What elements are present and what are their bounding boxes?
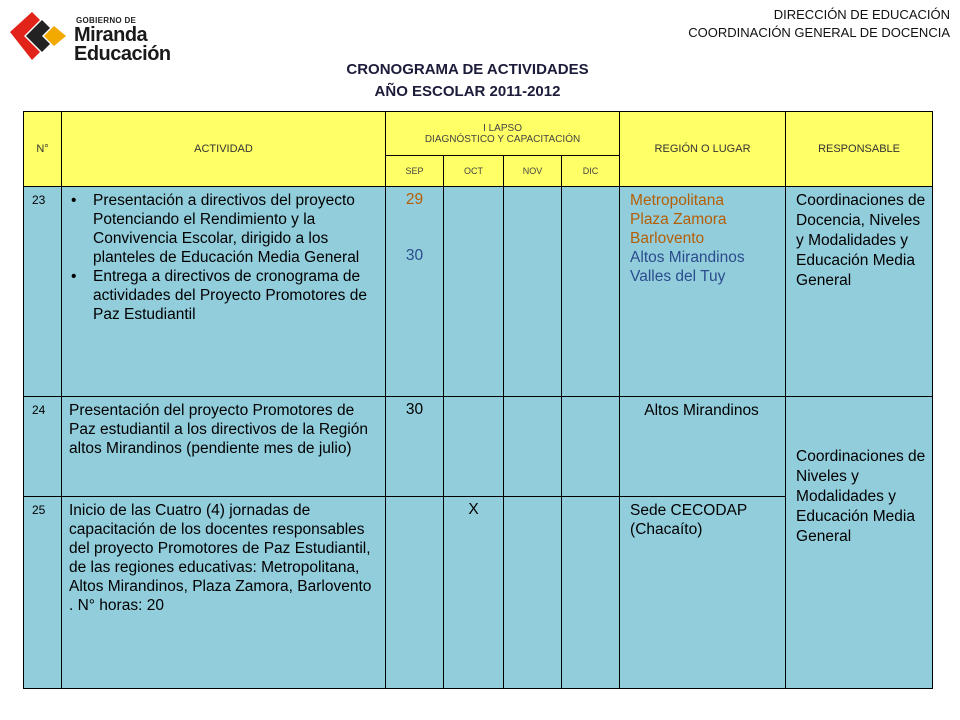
logo-miranda-text: Miranda bbox=[74, 24, 148, 46]
activity-cell: Inicio de las Cuatro (4) jornadas de capacitación de los docentes responsables del proyecto Promotores de Paz Estudiantil, de las regiones educativas: Metropolitana, Altos Mirandinos, Plaza Zamora, Barlovento . N° horas: 20 bbox=[62, 497, 386, 689]
month-cell-dic bbox=[562, 397, 620, 497]
header-row-1 bbox=[24, 112, 933, 156]
miranda-educacion-logo bbox=[6, 4, 206, 66]
region-line: Valles del Tuy bbox=[630, 268, 726, 285]
header-coordination: COORDINACIÓN GENERAL DE DOCENCIA bbox=[688, 25, 950, 40]
month-cell-dic bbox=[562, 497, 620, 689]
region-line: Barlovento bbox=[630, 230, 705, 247]
col-header-number: N° bbox=[24, 112, 62, 187]
logo-educacion-text: Educación bbox=[74, 43, 171, 65]
activity-item: • Entrega a directivos de cronograma de actividades del Proyecto Promotores de Paz Estudiantil bbox=[69, 267, 379, 324]
activity-list bbox=[69, 191, 379, 324]
month-cell-sep bbox=[386, 187, 444, 397]
col-header-activity: ACTIVIDAD bbox=[62, 112, 386, 187]
region-cell: Sede CECODAP (Chacaíto) bbox=[620, 497, 786, 689]
col-header-responsible: RESPONSABLE bbox=[786, 112, 933, 187]
region-line: Metropolitana bbox=[630, 192, 724, 209]
month-cell-sep bbox=[386, 497, 444, 689]
row-number: 25 bbox=[24, 497, 62, 689]
region-cell: Altos Mirandinos bbox=[620, 397, 786, 497]
table-row bbox=[24, 397, 933, 497]
logo-mark-icon bbox=[6, 6, 70, 66]
col-header-lapso bbox=[386, 112, 620, 156]
logo-gobierno-text: GOBIERNO DE bbox=[76, 16, 137, 25]
schedule-table bbox=[23, 111, 933, 689]
date-value: 30 bbox=[405, 247, 424, 264]
region-cell bbox=[620, 187, 786, 397]
col-header-region: REGIÓN O LUGAR bbox=[620, 112, 786, 187]
header-direction: DIRECCIÓN DE EDUCACIÓN bbox=[773, 7, 950, 22]
responsible-cell: Coordinaciones de Docencia, Niveles y Modalidades y Educación Media General bbox=[786, 187, 933, 397]
table-row bbox=[24, 187, 933, 397]
row-number: 24 bbox=[24, 397, 62, 497]
activity-item: • Presentación a directivos del proyecto Potenciando el Rendimiento y la Convivencia Escolar, dirigido a los planteles de Educación Media General bbox=[69, 191, 379, 267]
responsible-cell: Coordinaciones de Niveles y Modalidades y Educación Media General bbox=[786, 397, 933, 689]
activity-cell bbox=[62, 187, 386, 397]
month-cell-nov bbox=[504, 497, 562, 689]
date-value: 29 bbox=[405, 191, 424, 208]
month-cell-nov bbox=[504, 397, 562, 497]
month-header-dic: DIC bbox=[562, 156, 620, 187]
month-cell-oct bbox=[444, 187, 504, 397]
lapso-subtitle: DIAGNÓSTICO Y CAPACITACIÓN bbox=[424, 133, 581, 145]
month-header-oct: OCT bbox=[444, 156, 504, 187]
page-title: CRONOGRAMA DE ACTIVIDADES bbox=[346, 61, 589, 78]
activity-cell: Presentación del proyecto Promotores de Paz estudiantil a los directivos de la Región altos Mirandinos (pendiente mes de julio) bbox=[62, 397, 386, 497]
region-line: Altos Mirandinos bbox=[630, 249, 745, 266]
lapso-title: I LAPSO bbox=[483, 122, 522, 134]
row-number: 23 bbox=[24, 187, 62, 397]
region-line: Plaza Zamora bbox=[630, 211, 727, 228]
month-cell-sep: 30 bbox=[386, 397, 444, 497]
header-institution bbox=[688, 6, 950, 42]
page-subtitle: AÑO ESCOLAR 2011-2012 bbox=[374, 83, 561, 100]
month-cell-nov bbox=[504, 187, 562, 397]
month-cell-oct bbox=[444, 397, 504, 497]
month-cell-oct: X bbox=[444, 497, 504, 689]
month-header-nov: NOV bbox=[504, 156, 562, 187]
month-header-sep: SEP bbox=[386, 156, 444, 187]
month-cell-dic bbox=[562, 187, 620, 397]
